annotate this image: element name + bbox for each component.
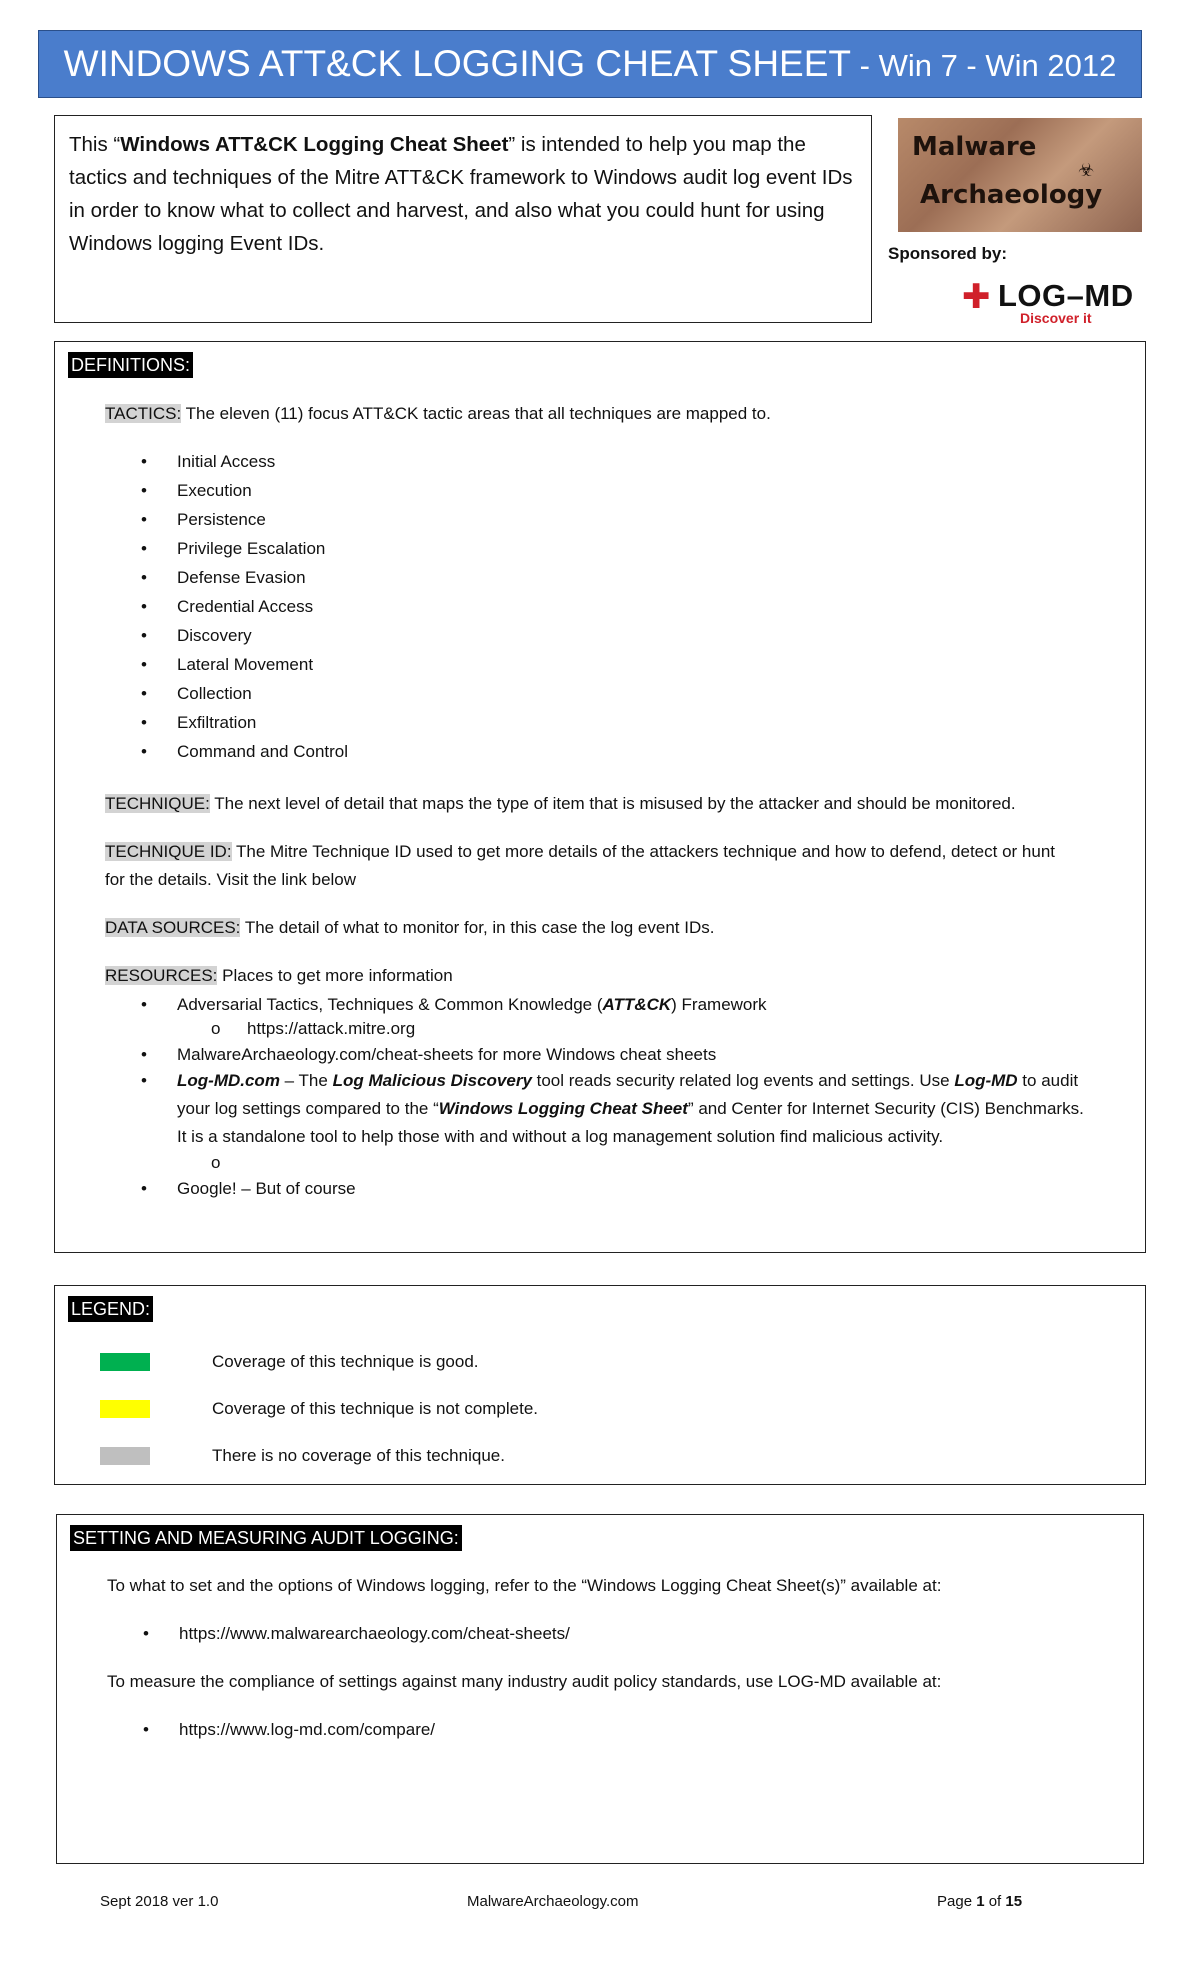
res3-a: Log-MD.com bbox=[177, 1071, 280, 1090]
attack-link[interactable]: https://attack.mitre.org bbox=[247, 1019, 416, 1038]
technique-id-text1: The Mitre Technique ID used to get more details of the attackers technique and how to defend, detect or hunt bbox=[231, 842, 1055, 861]
data-sources-definition bbox=[105, 914, 714, 942]
footer-page-pre: Page bbox=[937, 1893, 977, 1910]
bullet-icon: • bbox=[141, 510, 147, 529]
data-sources-label: DATA SOURCES: bbox=[105, 918, 241, 937]
bullet-icon: • bbox=[141, 568, 147, 587]
footer-version: Sept 2018 ver 1.0 bbox=[100, 1893, 219, 1910]
res3-line2-a: your log settings compared to the “ bbox=[177, 1099, 439, 1118]
res1-post: ) Framework bbox=[671, 995, 767, 1014]
res3-line2-b: Windows Logging Cheat Sheet bbox=[438, 1099, 688, 1118]
tactic-label: Collection bbox=[177, 684, 252, 703]
tactic-label: Defense Evasion bbox=[177, 568, 306, 587]
sub-bullet-icon: o bbox=[211, 1153, 221, 1172]
legend-swatch bbox=[100, 1400, 150, 1418]
red-cross-icon: ✚ bbox=[962, 278, 991, 316]
bullet-icon: • bbox=[143, 1624, 149, 1643]
legend-label: There is no coverage of this technique. bbox=[212, 1446, 505, 1465]
title-sub: - Win 7 - Win 2012 bbox=[851, 48, 1117, 83]
technique-text: The next level of detail that maps the type of item that is misused by the attacker and should be monitored. bbox=[209, 794, 1016, 813]
bullet-icon: • bbox=[141, 626, 147, 645]
bullet-icon: • bbox=[141, 452, 147, 471]
legend-header: LEGEND: bbox=[68, 1296, 153, 1322]
tactics-definition bbox=[105, 400, 771, 428]
definitions-header: DEFINITIONS: bbox=[68, 352, 193, 378]
log-md-compare-link[interactable]: https://www.log-md.com/compare/ bbox=[179, 1720, 436, 1739]
bullet-icon: • bbox=[141, 1071, 147, 1090]
res3-f: to audit bbox=[1017, 1071, 1079, 1090]
malware-archaeology-logo bbox=[898, 118, 1142, 232]
resources-text: Places to get more information bbox=[217, 966, 453, 985]
legend-swatch bbox=[100, 1353, 150, 1371]
logo-line2: Archaeology bbox=[920, 180, 1103, 210]
audit-logging-line1: To what to set and the options of Windows logging, refer to the “Windows Logging Cheat Sheet(s)” available at: bbox=[107, 1576, 942, 1595]
tactic-label: Exfiltration bbox=[177, 713, 257, 732]
footer-page-mid: of bbox=[984, 1893, 1006, 1910]
audit-logging-line2: To measure the compliance of settings against many industry audit policy standards, use LOG-MD available at: bbox=[107, 1672, 942, 1691]
res3-line2-c: ” and Center for Internet Security (CIS) Benchmarks. bbox=[687, 1099, 1084, 1118]
bullet-icon: • bbox=[141, 1045, 147, 1064]
technique-definition bbox=[105, 790, 1016, 818]
legend-label: Coverage of this technique is not complete. bbox=[212, 1399, 539, 1418]
bullet-icon: • bbox=[141, 684, 147, 703]
tactic-label: Privilege Escalation bbox=[177, 539, 326, 558]
intro-text-pre: This “ bbox=[69, 133, 121, 156]
res2-text: MalwareArchaeology.com/cheat-sheets for more Windows cheat sheets bbox=[177, 1045, 717, 1064]
bullet-icon: • bbox=[141, 597, 147, 616]
definitions-section bbox=[54, 341, 1146, 1253]
res3-e: Log-MD bbox=[954, 1071, 1018, 1090]
res1-bold: ATT&CK bbox=[602, 995, 672, 1014]
footer-page-current: 1 bbox=[976, 1893, 985, 1910]
biohazard-icon: ☣ bbox=[1078, 160, 1095, 180]
technique-id-label: TECHNIQUE ID: bbox=[105, 842, 232, 861]
legend-label: Coverage of this technique is good. bbox=[212, 1352, 479, 1371]
title-banner bbox=[38, 30, 1142, 98]
technique-id-text2: for the details. Visit the link below bbox=[105, 870, 357, 889]
tactic-label: Initial Access bbox=[177, 452, 276, 471]
bullet-icon: • bbox=[141, 481, 147, 500]
tactics-label: TACTICS: bbox=[105, 404, 182, 423]
sponsored-label: Sponsored by: bbox=[888, 244, 1008, 263]
technique-label: TECHNIQUE: bbox=[105, 794, 210, 813]
res3-b: – The bbox=[279, 1071, 333, 1090]
res3-line3: It is a standalone tool to help those with and without a log management solution find malicious activity. bbox=[177, 1127, 944, 1146]
cheat-sheets-link[interactable]: https://www.malwarearchaeology.com/cheat-sheets/ bbox=[179, 1624, 570, 1643]
bullet-icon: • bbox=[141, 742, 147, 761]
log-md-name: LOG–MD bbox=[998, 278, 1134, 313]
tactics-text: The eleven (11) focus ATT&CK tactic areas that all techniques are mapped to. bbox=[181, 404, 771, 423]
title-main: WINDOWS ATT&CK LOGGING CHEAT SHEET bbox=[63, 43, 852, 84]
tactic-label: Execution bbox=[177, 481, 252, 500]
res3-c: Log Malicious Discovery bbox=[332, 1071, 532, 1090]
sub-bullet-icon: o bbox=[211, 1019, 221, 1038]
data-sources-text: The detail of what to monitor for, in this case the log event IDs. bbox=[240, 918, 715, 937]
tactic-label: Lateral Movement bbox=[177, 655, 314, 674]
resources-definition bbox=[105, 962, 453, 990]
tactic-label: Persistence bbox=[177, 510, 266, 529]
technique-id-definition bbox=[105, 838, 1135, 894]
res4-text: Google! – But of course bbox=[177, 1179, 356, 1198]
res3-d: tool reads security related log events and settings. Use bbox=[531, 1071, 955, 1090]
audit-logging-section bbox=[56, 1514, 1144, 1864]
legend-section bbox=[54, 1285, 1146, 1485]
tactic-label: Credential Access bbox=[177, 597, 314, 616]
resources-label: RESOURCES: bbox=[105, 966, 218, 985]
legend-swatch bbox=[100, 1447, 150, 1465]
bullet-icon: • bbox=[141, 655, 147, 674]
intro-text-post: ” is intended to help you map the tactics and techniques of the Mitre ATT&CK framework to Windows audit log event IDs in order to know what to collect and harvest, and also what you could hunt for using Windows logging Event IDs. bbox=[69, 133, 853, 255]
logo-line1: Malware bbox=[912, 132, 1037, 162]
audit-logging-header: SETTING AND MEASURING AUDIT LOGGING: bbox=[70, 1525, 462, 1551]
bullet-icon: • bbox=[141, 713, 147, 732]
res1-pre: Adversarial Tactics, Techniques & Common Knowledge ( bbox=[177, 995, 603, 1014]
log-md-tagline: Discover it bbox=[1020, 310, 1092, 326]
intro-box bbox=[54, 115, 872, 323]
tactic-label: Discovery bbox=[177, 626, 252, 645]
intro-text-bold: Windows ATT&CK Logging Cheat Sheet bbox=[120, 133, 509, 156]
bullet-icon: • bbox=[141, 1179, 147, 1198]
bullet-icon: • bbox=[141, 539, 147, 558]
footer-site: MalwareArchaeology.com bbox=[467, 1893, 639, 1910]
footer-page-number bbox=[937, 1893, 1022, 1910]
tactic-label: Command and Control bbox=[177, 742, 349, 761]
bullet-icon: • bbox=[143, 1720, 149, 1739]
log-md-logo bbox=[958, 276, 1142, 328]
footer-page-total: 15 bbox=[1005, 1893, 1023, 1910]
bullet-icon: • bbox=[141, 995, 147, 1014]
